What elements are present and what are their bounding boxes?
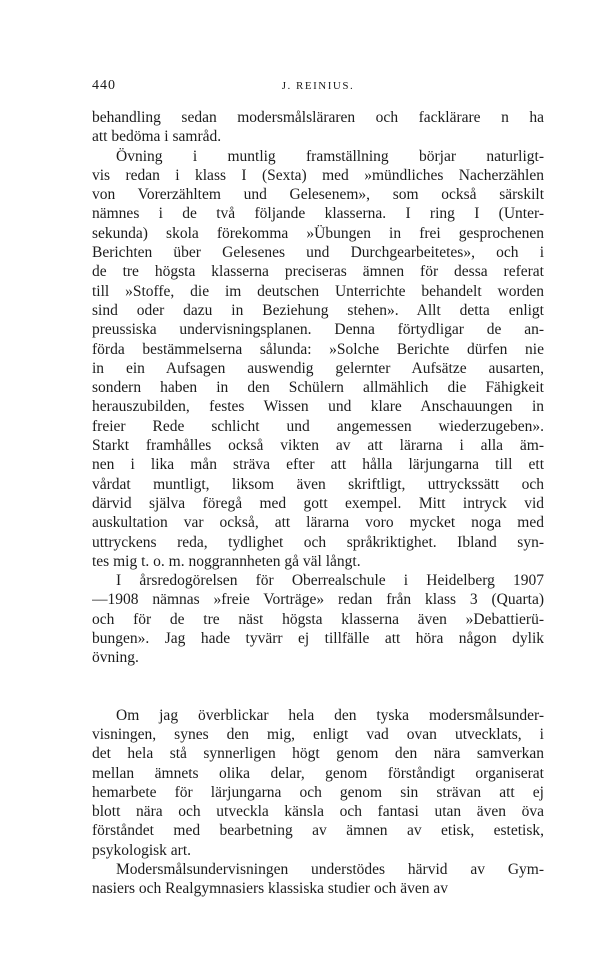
text-line: vis redan i klass I (Sexta) med »mündliches Nacherzählen	[92, 166, 544, 184]
text-line: därvid själva föregå med gott exempel. Mitt intryck vid	[92, 494, 544, 512]
text-line: blott nära och utveckla känsla och fantasi utan även öva	[92, 803, 544, 821]
text-line: bungen». Jag hade tyvärr ej tillfälle att höra någon dylik	[92, 630, 544, 648]
text-line: Övning i muntlig framställning börjar naturligt-	[116, 147, 544, 165]
text-line: in ein Aufsagen auswendig gelernter Aufsätze ausarten,	[92, 359, 544, 377]
text-line: Starkt framhålles också vikten av att lärarna i alla äm-	[92, 437, 544, 455]
text-line: och för de tre näst högsta klasserna även »Debattierü-	[92, 610, 544, 628]
page-header	[92, 78, 544, 100]
text-line: sekunda) skola förekomma »Übungen in frei gesprochenen	[92, 224, 544, 242]
text-line: psykologisk art.	[92, 841, 192, 859]
text-line: förståndet med bearbetning av ämnen av etisk, estetisk,	[92, 822, 544, 840]
text-line: de tre högsta klasserna preciseras ämnen för dessa referat	[92, 263, 544, 281]
text-line: auskultation var också, att lärarna voro mycket noga med	[92, 514, 544, 532]
text-line: behandling sedan modersmålsläraren och facklärare n ha	[92, 109, 544, 126]
text-line: visningen, synes den mig, enligt vad ovan utvecklats, i	[92, 725, 544, 743]
text-line: det hela stå synnerligen högt genom den nära samverkan	[92, 745, 544, 763]
body-text	[92, 108, 544, 899]
text-line: förda bestämmelserna sålunda: »Solche Berichte dürfen nie	[92, 340, 544, 358]
text-line: von Vorerzähltem und Gelesenem», som också särskilt	[92, 186, 544, 204]
text-line: sondern haben in den Schülern allmählich die Fähigkeit	[92, 379, 544, 397]
paragraph	[92, 860, 544, 899]
text-line: —1908 nämnas »freie Vorträge» redan från klass 3 (Quarta)	[92, 591, 544, 609]
page-number: 440	[92, 78, 116, 93]
text-line: freier Rede schlicht und angemessen wiederzugeben».	[92, 417, 544, 435]
text-line: Modersmålsundervisningen understödes härvid av Gym-	[116, 860, 544, 878]
text-line: Berichten über Gelesenes und Durchgearbeitetes», och i	[92, 244, 544, 262]
text-line: herauszubilden, festes Wissen und klare Anschauungen in	[92, 398, 544, 416]
text-line: I årsredogörelsen för Oberrealschule i Heidelberg 1907	[116, 572, 544, 590]
text-line: tes mig t. o. m. noggrannheten gå väl långt.	[92, 552, 361, 570]
section-gap	[92, 668, 544, 706]
paragraph	[92, 108, 544, 147]
running-head: J. REINIUS.	[281, 80, 355, 92]
paragraph	[92, 706, 544, 860]
text-line: nen i lika mån sträva efter att hålla lärjungarna till ett	[92, 456, 544, 474]
text-line: nasiers och Realgymnasiers klassiska studier och även av	[92, 880, 448, 898]
text-line: Om jag överblickar hela den tyska modersmålsunder-	[116, 706, 544, 724]
text-line: sind oder dazu in Beziehung stehen». Allt detta enligt	[92, 301, 544, 319]
text-line: preussiska undervisningsplanen. Denna förtydligar de an-	[92, 321, 544, 339]
text-line: vårdat muntligt, liksom även skriftligt, uttryckssätt och	[92, 475, 544, 493]
text-line: hemarbete för lärjungarna och genom sin strävan att ej	[92, 783, 544, 801]
text-line: nämnes i de två följande klasserna. I ring I (Unter-	[92, 205, 544, 223]
paragraph	[92, 571, 544, 667]
text-line: övning.	[92, 649, 139, 667]
paragraph	[92, 147, 544, 572]
text-line: mellan ämnets olika delar, genom förståndigt organiserat	[92, 764, 544, 782]
text-line: att bedöma i samråd.	[92, 128, 222, 146]
text-line: till »Stoffe, die im deutschen Unterrichte behandelt worden	[92, 282, 544, 300]
text-line: uttryckens reda, tydlighet och språkriktighet. Ibland syn-	[92, 533, 544, 551]
